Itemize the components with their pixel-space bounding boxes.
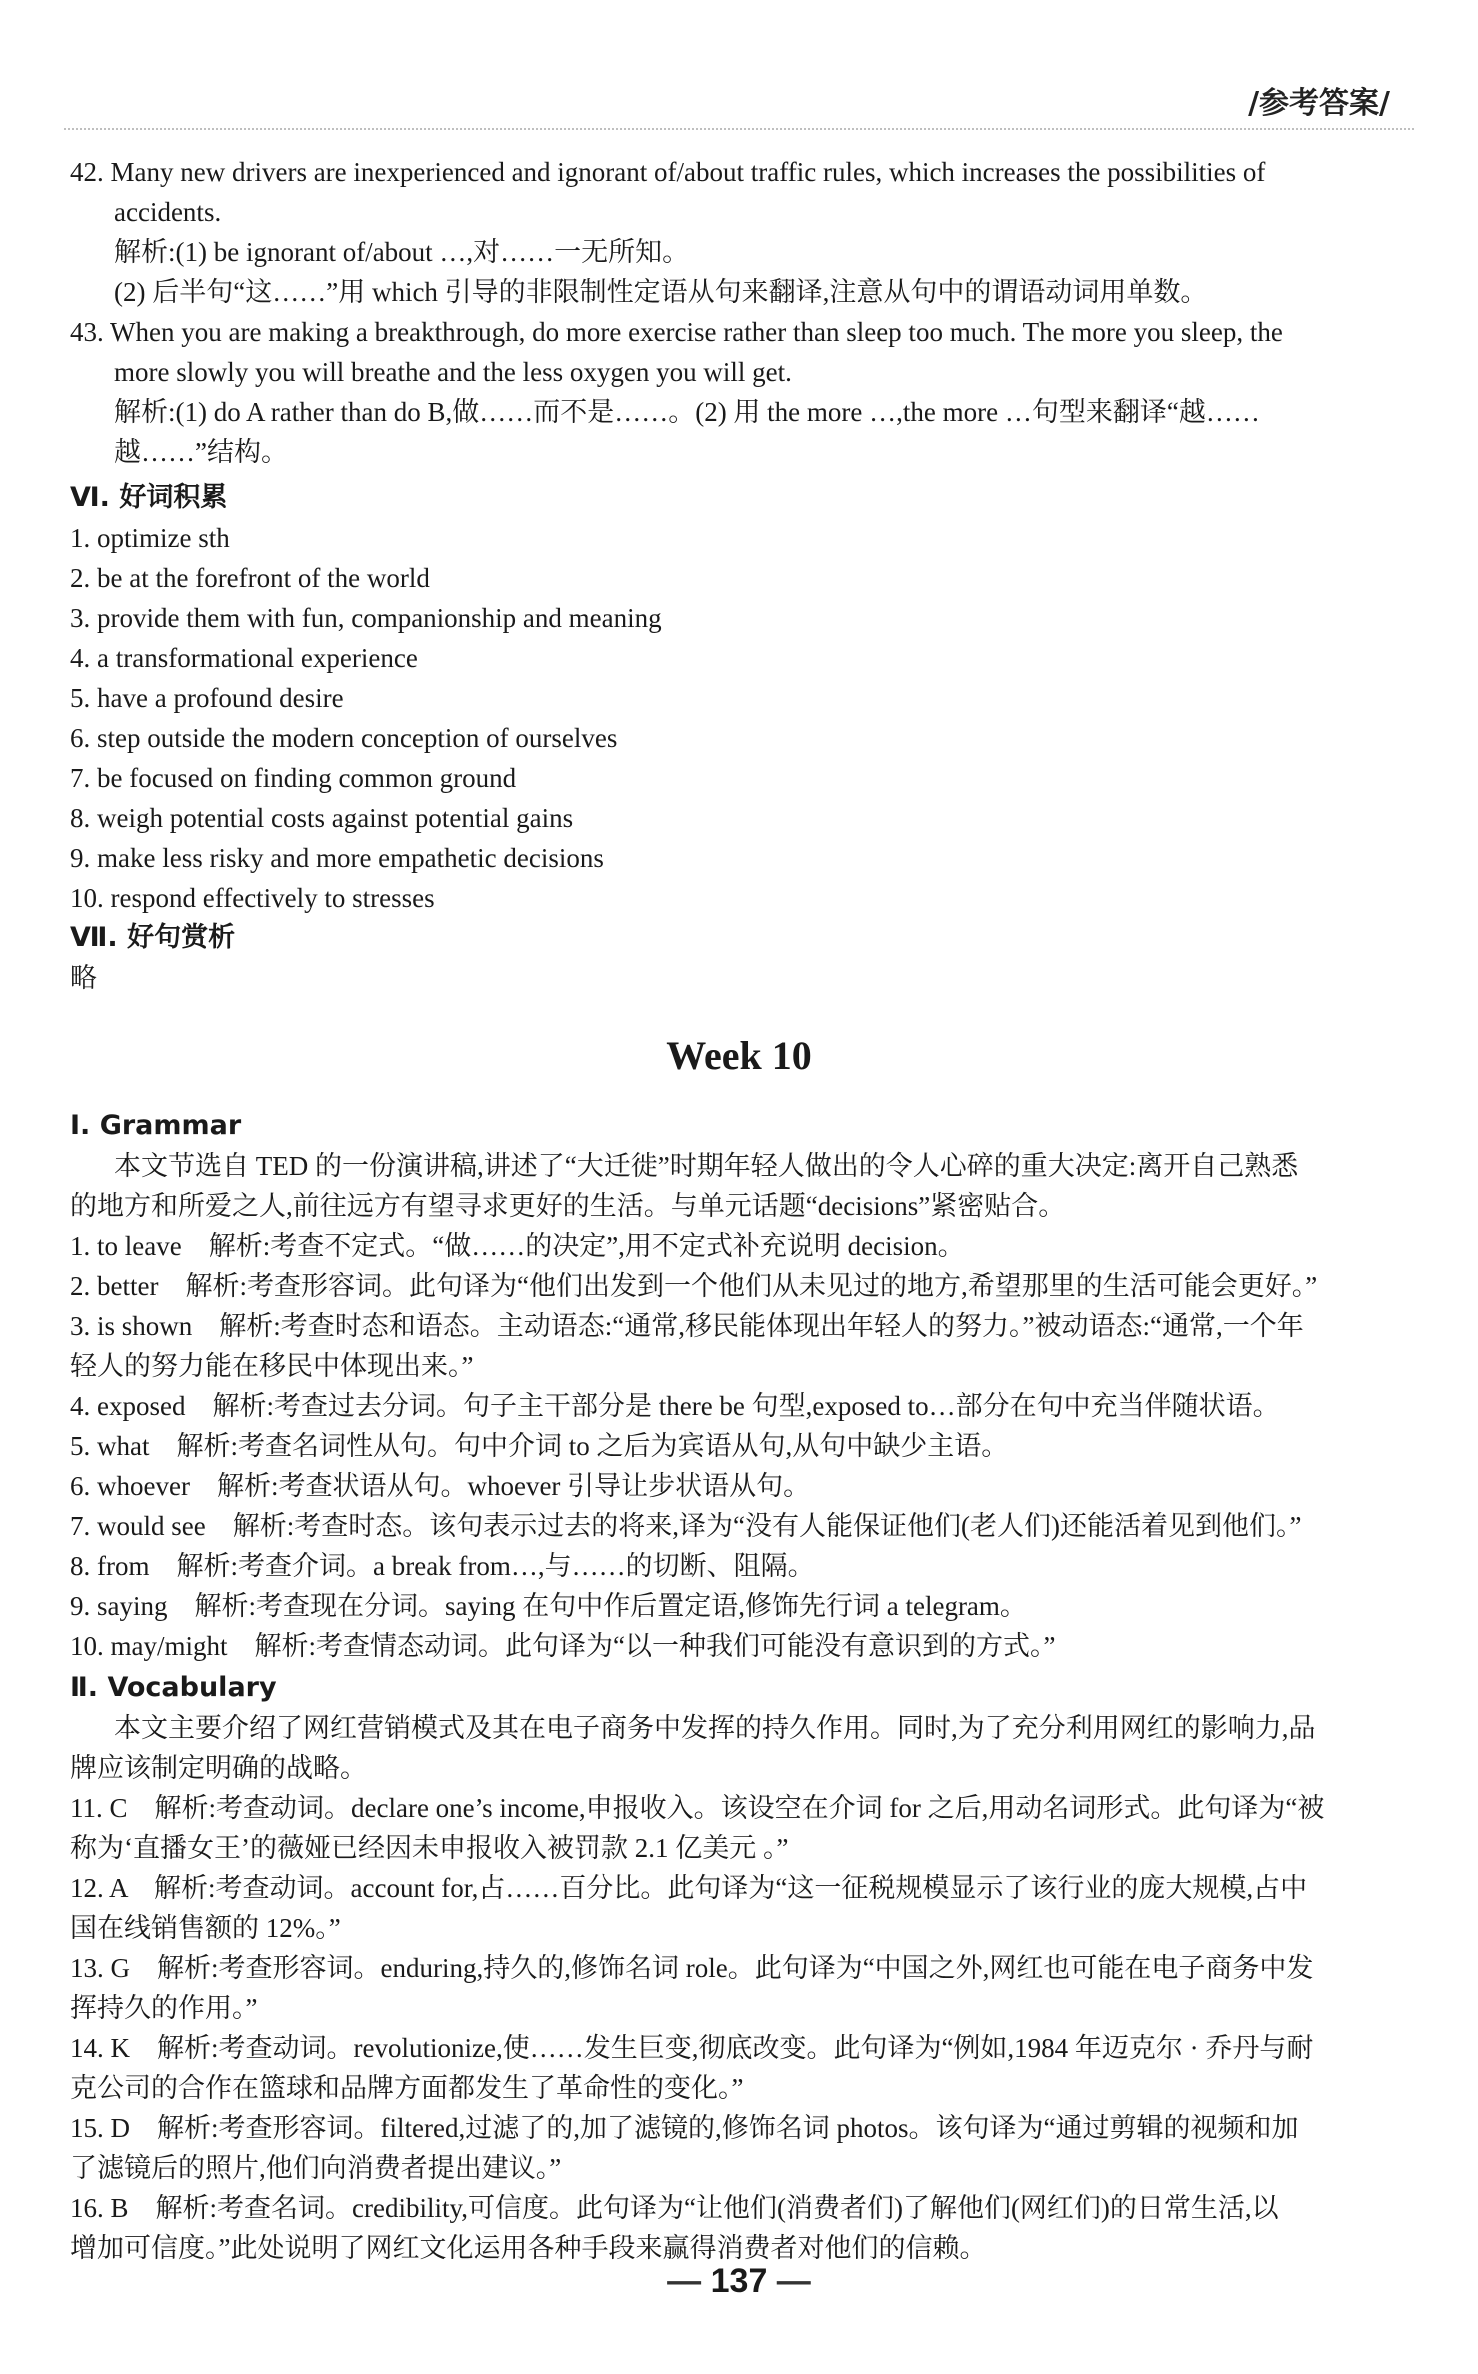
grammar-intro-2: 的地方和所爱之人,前往远方有望寻求更好的生活。与单元话题“decisions”紧密贴合。: [70, 1191, 1066, 1221]
vocabulary-answer: 11. C 解析:考查动词。declare one’s income,申报收入。该设空在介词 for 之后,用动名词形式。此句译为“被: [70, 1793, 1325, 1823]
grammar-answer: 4. exposed 解析:考查过去分词。句子主干部分是 there be 句型,exposed to…部分在句中充当伴随状语。: [70, 1391, 1280, 1421]
vocabulary-answer: 15. D 解析:考查形容词。filtered,过滤了的,加了滤镜的,修饰名词 photos。该句译为“通过剪辑的视频和加: [70, 2113, 1299, 2143]
word-item: 5. have a profound desire: [70, 683, 344, 713]
grammar-intro-1: 本文节选自 TED 的一份演讲稿,讲述了“大迁徙”时期年轻人做出的令人心碎的重大决定:离开自己熟悉: [114, 1151, 1299, 1181]
word-item: 4. a transformational experience: [70, 643, 418, 673]
answer-42-explanation-2: (2) 后半句“这……”用 which 引导的非限制性定语从句来翻译,注意从句中的谓语动词用单数。: [114, 277, 1208, 307]
word-item: 7. be focused on finding common ground: [70, 763, 517, 793]
grammar-answer: 9. saying 解析:考查现在分词。saying 在句中作后置定语,修饰先行词 a telegram。: [70, 1591, 1027, 1621]
vocabulary-intro-1: 本文主要介绍了网红营销模式及其在电子商务中发挥的持久作用。同时,为了充分利用网红的影响力,品: [114, 1713, 1316, 1743]
page-number-dash-right: —: [767, 2262, 811, 2300]
grammar-answer: 6. whoever 解析:考查状语从句。whoever 引导让步状语从句。: [70, 1471, 811, 1501]
page-number-dash-left: —: [667, 2262, 711, 2300]
answer-43-explanation-2: 越……”结构。: [114, 437, 288, 467]
word-item: 8. weigh potential costs against potential gains: [70, 803, 574, 833]
header-divider: [64, 128, 1414, 130]
vocabulary-title: Ⅱ. Vocabulary: [70, 1672, 277, 1703]
page-number-value: 137: [710, 2262, 768, 2300]
vocabulary-intro-2: 牌应该制定明确的战略。: [70, 1753, 367, 1783]
word-item: 9. make less risky and more empathetic decisions: [70, 843, 604, 873]
word-item: 2. be at the forefront of the world: [70, 563, 430, 593]
section-grammar: [70, 1106, 1410, 1666]
vocabulary-answer-cont: 称为‘直播女王’的薇娅已经因未申报收入被罚款 2.1 亿美元 。”: [70, 1833, 789, 1863]
grammar-answer: 5. what 解析:考查名词性从句。句中介词 to 之后为宾语从句,从句中缺少主语。: [70, 1431, 1009, 1461]
vocabulary-answer-cont: 克公司的合作在篮球和品牌方面都发生了革命性的变化。”: [70, 2073, 744, 2103]
grammar-answer: 7. would see 解析:考查时态。该句表示过去的将来,译为“没有人能保证他们(老人们)还能活着见到他们。”: [70, 1511, 1302, 1541]
vocabulary-answer: 12. A 解析:考查动词。account for,占……百分比。此句译为“这一征税规模显示了该行业的庞大规模,占中: [70, 1873, 1308, 1903]
answer-43-line2: more slowly you will breathe and the less oxygen you will get.: [114, 357, 792, 387]
vocabulary-answer: 13. G 解析:考查形容词。enduring,持久的,修饰名词 role。此句译为“中国之外,网红也可能在电子商务中发: [70, 1953, 1314, 1983]
section-vocabulary: [70, 1668, 1410, 2268]
vocabulary-answer-cont: 了滤镜后的照片,他们向消费者提出建议。”: [70, 2153, 562, 2183]
vocabulary-answer-cont: 国在线销售额的 12%。”: [70, 1913, 341, 1943]
answer-43-explanation-1: 解析:(1) do A rather than do B,做……而不是……。(2) 用 the more …,the more …句型来翻译“越……: [114, 397, 1260, 427]
answer-42-line1: 42. Many new drivers are inexperienced and ignorant of/about traffic rules, which increases the possibilities of: [70, 157, 1266, 187]
section-7-title: Ⅶ. 好句赏析: [70, 922, 236, 953]
section-7-content: 略: [70, 963, 97, 993]
section-good-words: [70, 478, 1410, 998]
section-6-title: Ⅵ. 好词积累: [70, 482, 228, 513]
vocabulary-answer-cont: 挥持久的作用。”: [70, 1993, 258, 2023]
vocabulary-answer-cont: 增加可信度。”此处说明了网红文化运用各种手段来赢得消费者对他们的信赖。: [70, 2233, 987, 2263]
week-title: Week 10: [666, 1033, 812, 1078]
translation-answers: [70, 152, 1410, 472]
answer-42-line2: accidents.: [114, 197, 222, 227]
grammar-title: Ⅰ. Grammar: [70, 1110, 242, 1141]
answer-42-explanation-1: 解析:(1) be ignorant of/about …,对……一无所知。: [114, 237, 690, 267]
word-item: 3. provide them with fun, companionship and meaning: [70, 603, 662, 633]
grammar-answer-cont: 轻人的努力能在移民中体现出来。”: [70, 1351, 474, 1381]
vocabulary-answer: 16. B 解析:考查名词。credibility,可信度。此句译为“让他们(消费者们)了解他们(网红们)的日常生活,以: [70, 2193, 1279, 2223]
word-item: 10. respond effectively to stresses: [70, 883, 435, 913]
page-number: [0, 2262, 1478, 2301]
word-item: 6. step outside the modern conception of ourselves: [70, 723, 618, 753]
vocabulary-answer: 14. K 解析:考查动词。revolutionize,使……发生巨变,彻底改变。此句译为“例如,1984 年迈克尔 · 乔丹与耐: [70, 2033, 1314, 2063]
grammar-answer: 8. from 解析:考查介词。a break from…,与……的切断、阻隔。: [70, 1551, 815, 1581]
word-item: 1. optimize sth: [70, 523, 230, 553]
grammar-answer: 2. better 解析:考查形容词。此句译为“他们出发到一个他们从未见过的地方,希望那里的生活可能会更好。”: [70, 1271, 1318, 1301]
grammar-answer: 10. may/might 解析:考查情态动词。此句译为“以一种我们可能没有意识到的方式。”: [70, 1631, 1056, 1661]
answer-43-line1: 43. When you are making a breakthrough, do more exercise rather than sleep too much. The more you sleep, the: [70, 317, 1283, 347]
grammar-answer: 3. is shown 解析:考查时态和语态。主动语态:“通常,移民能体现出年轻人的努力。”被动语态:“通常,一个年: [70, 1311, 1304, 1341]
header-tag: /参考答案/: [1248, 86, 1390, 121]
grammar-answer: 1. to leave 解析:考查不定式。“做……的决定”,用不定式补充说明 decision。: [70, 1231, 965, 1261]
